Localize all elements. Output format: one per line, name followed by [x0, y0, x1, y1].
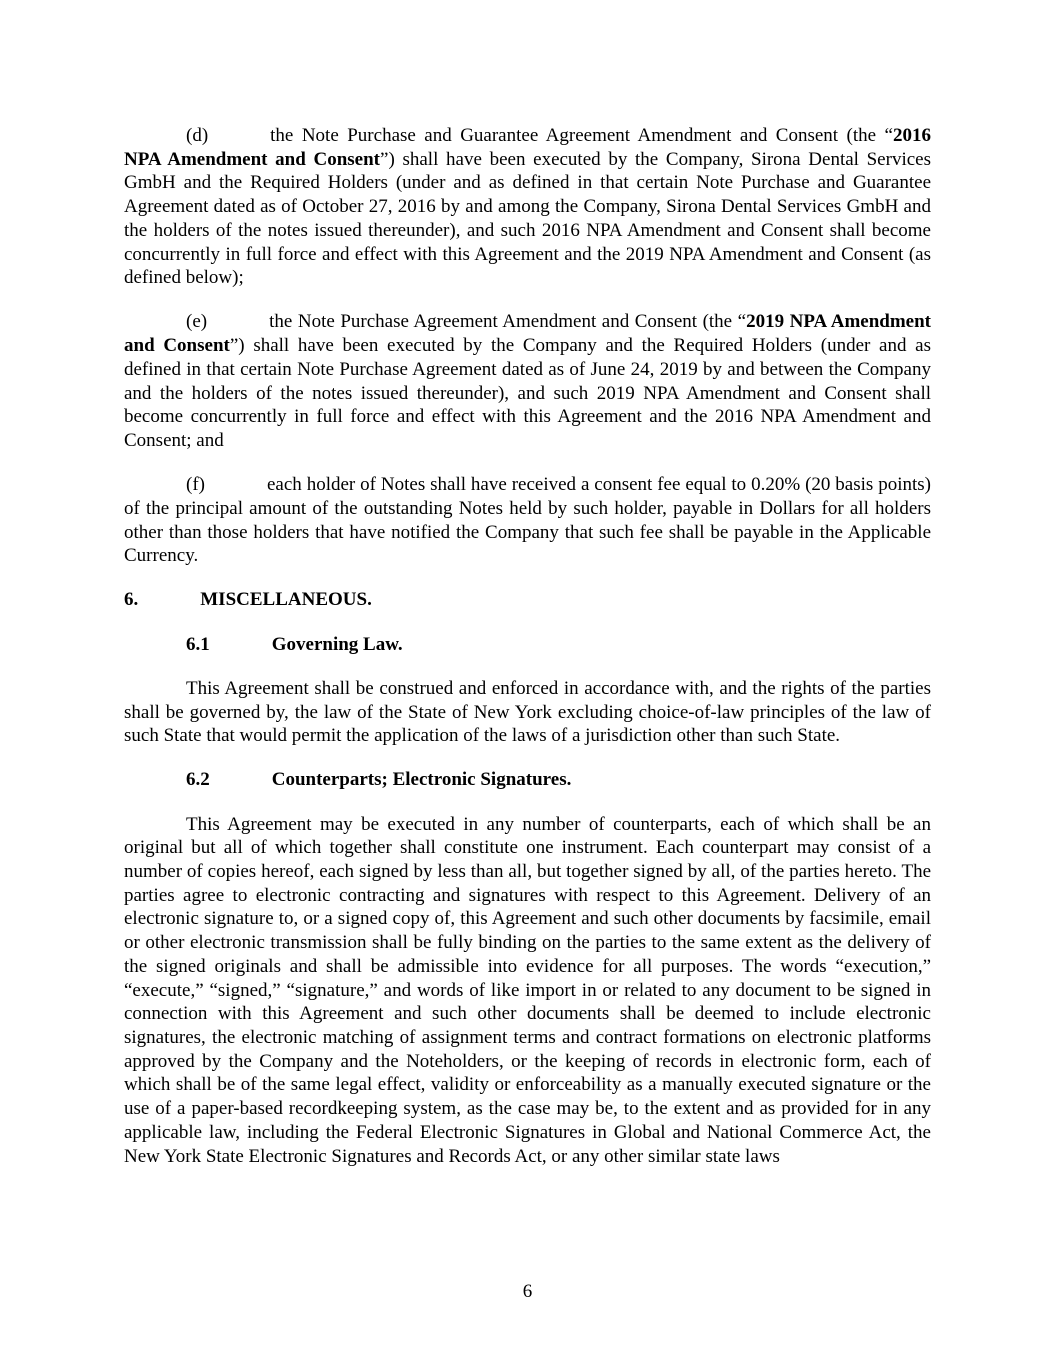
page-number: 6: [522, 1281, 533, 1302]
section-6-1-text: This Agreement shall be construed and enforced in accordance with, and the rights of the parties shall be governed by, the law of the State of New York excluding choice-of-law principles of the law of such State that would permit the application of the laws of a jurisdiction other than such State.: [124, 677, 931, 747]
paragraph-e: (e) the Note Purchase Agreement Amendment and Consent (the “2019 NPA Amendment and Consent”) shall have been executed by the Company and the Required Holders (under and as defined in that certain Note Purchase Agreement dated as of June 24, 2019 by and between the Company and the holders of the notes issued thereunder), and such 2019 NPA Amendment and Consent shall become concurrently in full force and effect with this Agreement and the 2016 NPA Amendment and Consent; and: [124, 311, 931, 451]
paragraph-d: (d) the Note Purchase and Guarantee Agreement Amendment and Consent (the “2016 NPA Amendment and Consent”) shall have been executed by the Company, Sirona Dental Services GmbH and the Required Holders (under and as defined in that certain Note Purchase and Guarantee Agreement dated as of October 27, 2016 by and among the Company, Sirona Dental Services GmbH and the holders of the notes issued thereunder), and such 2016 NPA Amendment and Consent shall become concurrently in full force and effect with this Agreement and the 2019 NPA Amendment and Consent (as defined below);: [124, 125, 931, 289]
document-page: [124, 124, 931, 1168]
section-6-2-heading: 6.2 Counterparts; Electronic Signatures.: [186, 769, 572, 791]
section-6-2-text: This Agreement may be executed in any number of counterparts, each of which shall be an original but all of which together shall constitute one instrument. Each counterpart may consist of a number of copies hereof, each signed by less than all, but together signed by all, of the parties hereto. The parties agree to electronic contracting and signatures with respect to this Agreement. Delivery of an electronic signature to, or a signed copy of, this Agreement and such other documents by facsimile, email or other electronic transmission shall be fully binding on the parties to the same extent as the delivery of the signed originals and shall be admissible into evidence for all purposes. The words “execution,” “execute,” “signed,” “signature,” and words of like import in or related to any document to be signed in connection with this Agreement and such other documents shall be deemed to include electronic signatures, the electronic matching of assignment terms and contract formations on electronic platforms approved by the Company and the Noteholders, or the keeping of records in electronic form, each of which shall be of the same legal effect, validity or enforceability as a manually executed signature or the use of a paper-based recordkeeping system, as the case may be, to the extent and as provided for in any applicable law, including the Federal Electronic Signatures in Global and National Commerce Act, the New York State Electronic Signatures and Records Act, or any other similar state laws: [124, 813, 931, 1167]
paragraph-d-label: (d): [186, 125, 209, 146]
section-6-heading: 6. MISCELLANEOUS.: [124, 589, 372, 611]
paragraph-f: (f) each holder of Notes shall have received a consent fee equal to 0.20% (20 basis points) of the principal amount of the outstanding Notes held by such holder, payable in Dollars for all holders other than those holders that have notified the Company that such fee shall be payable in the Applicable Currency.: [124, 474, 931, 567]
defined-term-2019-npa: 2019 NPA Amendment and Consent: [124, 311, 931, 357]
defined-term-2016-npa: 2016 NPA Amendment and Consent: [124, 125, 931, 170]
paragraph-f-label: (f): [186, 474, 205, 496]
paragraph-e-label: (e): [186, 311, 208, 333]
section-6-1-heading: 6.1 Governing Law.: [186, 633, 403, 655]
